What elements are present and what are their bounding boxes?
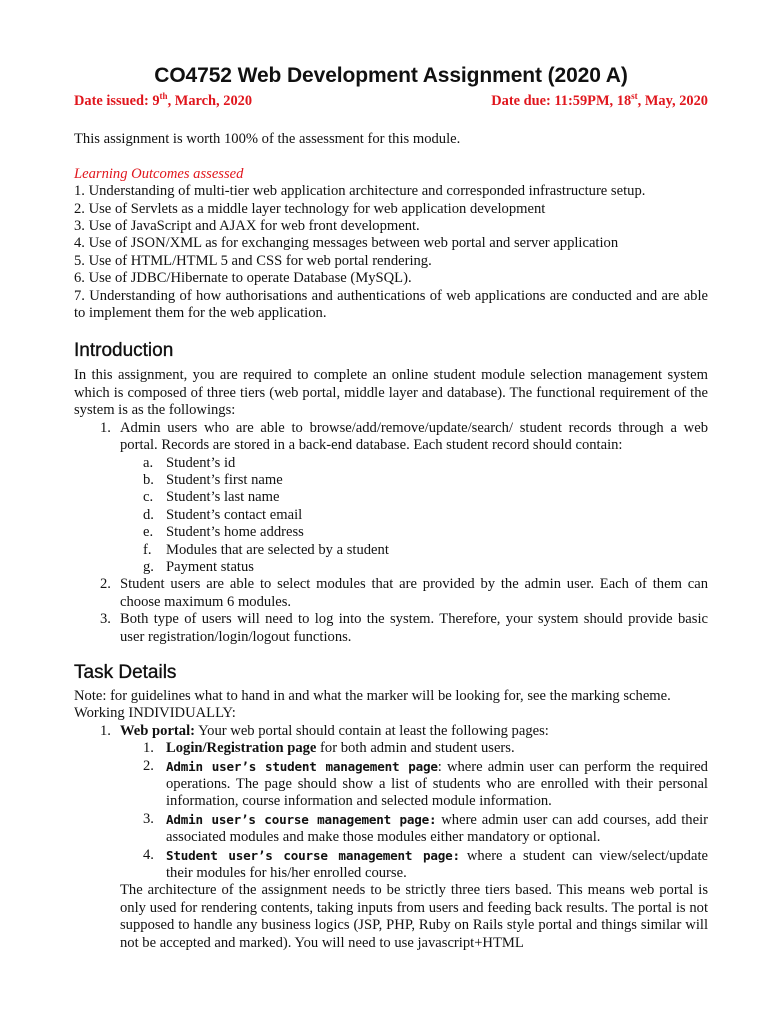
field-letter: a. [143, 454, 154, 471]
requirement-text: Both type of users will need to log into the system. Therefore, your system should provide basic user registration/login/logout functions. [120, 611, 708, 645]
field-item [74, 472, 708, 489]
student-record-fields [74, 455, 708, 577]
field-text: Student’s last name [166, 489, 280, 506]
portal-page-item [74, 847, 708, 883]
learning-outcome: 7. Understanding of how authorisations and authentications of web applications are conducted and are able to implement them for the web application. [74, 287, 708, 322]
field-item [74, 489, 708, 506]
date-due-suffix: , May, 2020 [637, 93, 708, 109]
requirement-item [74, 611, 708, 646]
date-due-prefix: Date due: 11:59PM, 18 [491, 93, 632, 109]
portal-pages-list [74, 740, 708, 882]
page-number: 3. [143, 810, 154, 827]
field-letter: b. [143, 471, 154, 488]
requirement-number: 3. [100, 611, 111, 628]
page-label: Student user’s course management page: [166, 847, 460, 863]
page-number: 2. [143, 757, 154, 774]
task-details-heading: Task Details [74, 661, 177, 683]
requirement-text: Admin users who are able to browse/add/remove/update/search/ student records through a web portal. Records are stored in a back-end database. Each student record should contain: [120, 419, 708, 454]
field-item [74, 507, 708, 524]
learning-outcomes-list [74, 183, 708, 322]
field-letter: e. [143, 524, 154, 541]
field-text: Student’s home address [166, 524, 304, 541]
learning-outcome: 6. Use of JDBC/Hibernate to operate Database (MySQL). [74, 270, 412, 287]
task-working: Working INDIVIDUALLY: [74, 705, 236, 722]
field-item [74, 524, 708, 541]
date-issued-sup: th [159, 91, 168, 102]
web-portal-text: Your web portal should contain at least the following pages: [195, 722, 549, 739]
task-note: Note: for guidelines what to hand in and what the marker will be looking for, see the marking scheme. [74, 687, 671, 704]
requirement-item [74, 576, 708, 611]
requirement-item [74, 420, 708, 455]
page-number: 1. [143, 740, 154, 757]
portal-page-item [74, 758, 708, 811]
page-title: CO4752 Web Development Assignment (2020 A) [154, 64, 628, 87]
portal-page-item [74, 811, 708, 847]
date-due [491, 93, 708, 110]
requirement-number: 2. [100, 576, 111, 593]
learning-outcomes-title: Learning Outcomes assessed [74, 165, 244, 182]
page-label: Admin user’s student management page [166, 758, 438, 774]
field-letter: c. [143, 489, 154, 506]
date-issued-prefix: Date issued: 9 [74, 93, 160, 109]
field-text: Modules that are selected by a student [166, 541, 389, 558]
task-item [74, 723, 708, 740]
field-letter: d. [143, 506, 154, 523]
field-text: Student’s first name [166, 471, 283, 488]
web-portal-label: Web portal: [120, 722, 195, 739]
field-item [74, 542, 708, 559]
field-text: Student’s id [166, 454, 236, 471]
field-letter: f. [143, 541, 152, 558]
field-letter: g. [143, 558, 154, 575]
page-label: Admin user’s course management page: [166, 811, 437, 827]
architecture-paragraph: The architecture of the assignment needs to be strictly three tiers based. This means web portal is only used for rendering contents, taking inputs from users and feeding back results. The portal is not supposed to handle any business logics (JSP, PHP, Ruby on Rails style portal and things similar will not be accepted and marked). You will need to use javascript+HTML [120, 882, 708, 951]
learning-outcome: 2. Use of Servlets as a middle layer technology for web application development [74, 200, 546, 217]
assignment-document [74, 62, 708, 952]
page-description: : where admin user can perform the required operations. The page should show a list of students who are enrolled with their personal information, course information and selected module information. [166, 758, 708, 810]
page-description: where admin user can add courses, add their associated modules and make those modules either mandatory or optional. [166, 811, 708, 846]
learning-outcome: 4. Use of JSON/XML as for exchanging messages between web portal and server application [74, 235, 619, 252]
dates-row [74, 93, 708, 110]
page-number: 4. [143, 846, 154, 863]
date-issued [74, 93, 252, 110]
date-due-sup: st [631, 91, 638, 102]
learning-outcome: 3. Use of JavaScript and AJAX for web front development. [74, 218, 420, 235]
field-text: Payment status [166, 558, 254, 575]
date-issued-suffix: , March, 2020 [167, 93, 253, 109]
page-description: where a student can view/select/update their modules for his/her enrolled course. [166, 847, 708, 882]
requirement-number: 1. [100, 419, 111, 436]
page-description: for both admin and student users. [316, 740, 515, 757]
introduction-text: In this assignment, you are required to complete an online student module selection management system which is composed of three tiers (web portal, middle layer and database). The functional requirement of the system is as the followings: [74, 367, 708, 419]
worth-statement: This assignment is worth 100% of the assessment for this module. [74, 131, 461, 148]
task-number: 1. [100, 722, 111, 739]
field-text: Student’s contact email [166, 506, 303, 523]
introduction-heading: Introduction [74, 340, 174, 362]
requirement-text: Student users are able to select modules that are provided by the admin user. Each of them can choose maximum 6 modules. [120, 576, 708, 610]
learning-outcome: 1. Understanding of multi-tier web application architecture and corresponded infrastructure setup. [74, 183, 646, 200]
portal-page-item [74, 740, 708, 757]
field-item [74, 559, 708, 576]
learning-outcome: 5. Use of HTML/HTML 5 and CSS for web portal rendering. [74, 252, 432, 269]
page-label: Login/Registration page [166, 740, 317, 757]
field-item [74, 455, 708, 472]
